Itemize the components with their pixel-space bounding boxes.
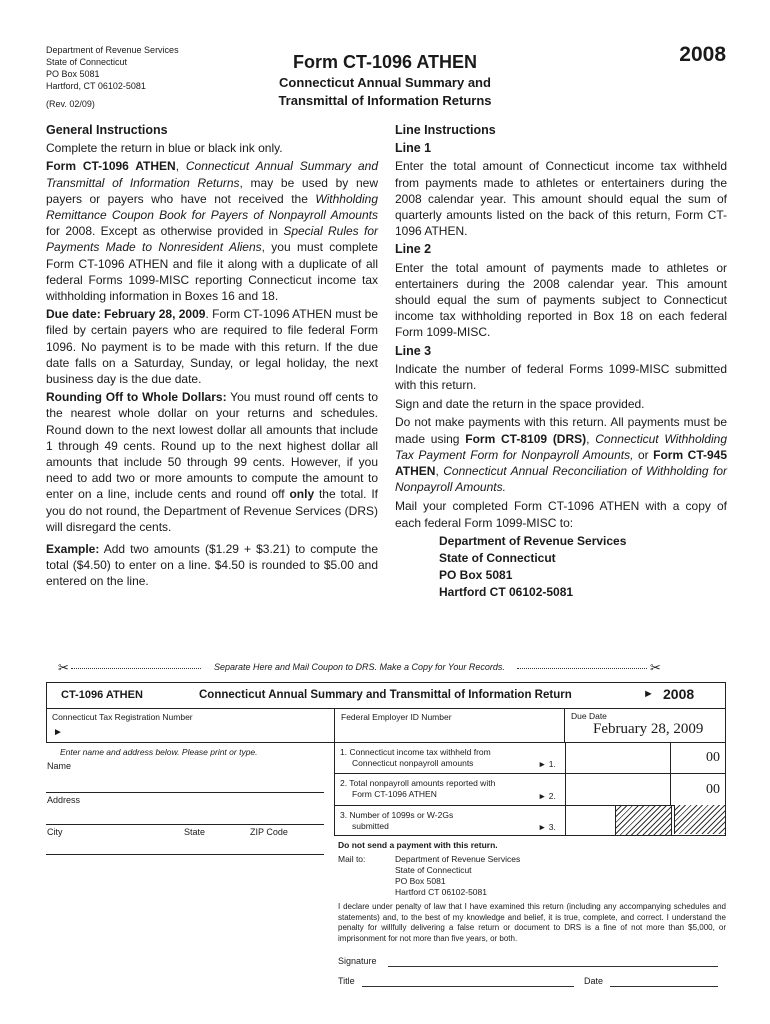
form-title-text: Form CT-1096 ATHEN xyxy=(292,52,478,72)
mail-line: PO Box 5081 xyxy=(439,567,513,582)
special-rules-name: Special Rules for Payments Made to Nonresident Aliens xyxy=(46,224,378,255)
line-1-heading: Line 1 xyxy=(395,141,432,156)
sign-instruction: Sign and date the return in the space provided. xyxy=(395,397,645,412)
tax-registration-label: Connecticut Tax Registration Number xyxy=(52,712,193,722)
address-label: Address xyxy=(47,795,81,805)
text: , may be used by new payers or payers who have not received the xyxy=(46,175,378,206)
line-1-label-b: Connecticut nonpayroll amounts xyxy=(352,758,474,768)
line-1-dollars-input[interactable] xyxy=(565,743,670,773)
line-3-heading: Line 3 xyxy=(395,343,432,358)
payment-paragraph xyxy=(395,414,727,495)
date-label: Date xyxy=(584,976,604,986)
scissors-icon: ✂ xyxy=(58,660,69,675)
tax-year: 2008 xyxy=(679,43,726,66)
date-line[interactable] xyxy=(610,986,718,987)
title-line[interactable] xyxy=(362,986,574,987)
emphasis: only xyxy=(289,487,315,502)
mailing-address xyxy=(439,533,727,601)
coupon-mail-line: Department of Revenue Services xyxy=(395,854,521,864)
form-ct8109: Form CT-8109 (DRS) xyxy=(465,431,587,446)
example-label: Example: xyxy=(46,542,100,557)
due-date-label: Due date: February 28, 2009 xyxy=(46,307,206,322)
text: the total. If you do not round, the Department of Revenue Services (DRS) will disregard the cents. xyxy=(46,487,378,534)
form-subtitle xyxy=(0,74,770,110)
line-1-row xyxy=(334,743,726,774)
line-1-marker: ► 1. xyxy=(538,759,556,769)
name-field[interactable] xyxy=(46,759,324,793)
arrow-icon: ► xyxy=(53,727,63,738)
coupon-book-name: Withholding Remittance Coupon Book for Payers of Nonpayroll Amounts xyxy=(46,191,378,223)
text: . Form CT-1096 ATHEN must be filed by certain payers who are required to file federal Form 1096. No payment is to be made with this return. If the due date falls on a Saturday, Sunday, or legal holiday, the next business day is the due date. xyxy=(46,307,378,387)
title-label: Title xyxy=(338,976,355,986)
line-2-text: Enter the total amount of payments made to athletes or entertainers during the 2008 calendar year. This amount should equal the sum of payments subject to Connecticut income tax withholding reported in Box 18 on each federal Form 1099-MISC. xyxy=(395,260,727,340)
line-2-cents-value: 00 xyxy=(706,782,720,797)
due-date-paragraph xyxy=(46,306,378,387)
coupon-title: Connecticut Annual Summary and Transmittal of Information Return xyxy=(199,689,572,701)
coupon-mail-line: State of Connecticut xyxy=(395,865,472,875)
text: You must round off cents to the nearest whole dollar on your returns and schedules. Round down to the next lowest dollar all amounts that include 1 through 49 cents. Round up to the next highest dollar all amounts that include 50 through 99 cents. However, if you need to add two or more amounts to compute the amount to enter on a line, include cents and round off xyxy=(46,390,379,502)
form-name: Form CT-1096 ATHEN xyxy=(46,159,176,174)
due-date-label: Due Date xyxy=(571,711,607,721)
ink-instruction: Complete the return in blue or black ink only. xyxy=(46,141,283,156)
line-2-cents xyxy=(670,774,726,805)
form-long-name: Connecticut Annual Summary and Transmittal of Information Returns xyxy=(46,159,378,190)
text: Do not make payments with this return. All payments must be made using xyxy=(395,415,727,446)
line-3-row xyxy=(334,806,726,836)
line-2-marker: ► 2. xyxy=(538,791,556,801)
line-2-row xyxy=(334,774,726,806)
rounding-paragraph xyxy=(46,389,378,535)
coupon-year: 2008 xyxy=(663,686,695,702)
mail-line: Department of Revenue Services xyxy=(439,533,627,548)
form-purpose-paragraph xyxy=(46,158,378,304)
line-3-text: Indicate the number of federal Forms 1099-MISC submitted with this return. xyxy=(395,361,727,393)
fein-field[interactable] xyxy=(334,709,564,743)
form-subtitle-line-2: Transmittal of Information Returns xyxy=(278,93,492,108)
line-2-heading: Line 2 xyxy=(395,242,432,257)
line-1-text: Enter the total amount of Connecticut income tax withheld from payments made to athletes or entertainers during the 2008 calendar year. This amount should equal the sum of quarterly amounts listed on the back of this return, Form CT-1096 ATHEN. xyxy=(395,159,727,239)
general-instructions xyxy=(46,122,378,592)
line-2-label-a: 2. Total nonpayroll amounts reported with xyxy=(340,778,496,788)
text: for 2008. Except as otherwise provided in xyxy=(46,224,284,239)
dept-line: Hartford, CT 06102-5081 xyxy=(46,81,146,91)
line-3-marker: ► 3. xyxy=(538,822,556,832)
city-label: City xyxy=(47,827,63,837)
line-3-label-a: 3. Number of 1099s or W-2Gs xyxy=(340,810,454,820)
rounding-label: Rounding Off to Whole Dollars: xyxy=(46,390,227,405)
revision-date: (Rev. 02/09) xyxy=(46,99,95,109)
line-3-label-b: submitted xyxy=(352,821,389,831)
dotted-line xyxy=(517,668,647,669)
mail-instruction: Mail your completed Form CT-1096 ATHEN with a copy of each federal Form 1099-MISC to: xyxy=(395,499,727,530)
zip-label: ZIP Code xyxy=(250,827,288,837)
dept-line: PO Box 5081 xyxy=(46,69,100,79)
example-paragraph xyxy=(46,541,378,590)
line-1-label-a: 1. Connecticut income tax withheld from xyxy=(340,747,491,757)
mail-to-label: Mail to: xyxy=(338,854,366,864)
text: , xyxy=(586,431,596,446)
divider xyxy=(671,806,672,835)
line-instructions-heading: Line Instructions xyxy=(395,123,496,137)
line-3-shaded-cents-box xyxy=(674,805,725,834)
coupon-mail-line: PO Box 5081 xyxy=(395,876,446,886)
dept-line: Department of Revenue Services xyxy=(46,45,179,55)
mail-line: Hartford CT 06102-5081 xyxy=(439,584,574,599)
general-instructions-heading: General Instructions xyxy=(46,123,168,137)
cut-line xyxy=(58,660,720,676)
line-1-cents-value: 00 xyxy=(706,750,720,765)
form-ct8109-name: Connecticut Withholding Tax Payment Form for Nonpayroll Amounts, xyxy=(395,431,727,462)
enter-name-instruction: Enter name and address below. Please print or type. xyxy=(60,747,258,757)
form-subtitle-line-1: Connecticut Annual Summary and xyxy=(279,75,491,90)
form-ct945: Form CT-945 ATHEN xyxy=(395,447,728,479)
line-instructions xyxy=(395,122,727,601)
coupon-mail-address xyxy=(395,854,520,898)
address-field[interactable] xyxy=(46,793,324,825)
dotted-line xyxy=(71,668,201,669)
line-2-label-b: Form CT-1096 ATHEN xyxy=(352,789,437,799)
text: Add two amounts ($1.29 + $3.21) to compute the total ($4.50) to enter on a line. $4.50 is rounded to $5.00 and entered on the line. xyxy=(46,542,378,589)
coupon-form-id: CT-1096 ATHEN xyxy=(61,689,143,701)
line-2-dollars-input[interactable] xyxy=(565,774,670,805)
form-title xyxy=(0,52,770,73)
coupon-mail-line: Hartford CT 06102-5081 xyxy=(395,887,487,897)
declaration-text: I declare under penalty of law that I have examined this return (including any accompanying schedules and statements) and, to the best of my knowledge and belief, it is true, complete, and correct. I understand the penalty for willfully delivering a false return or document to DRS is a fine of not more than $5,000, or imprisonment for not more than five years, or both. xyxy=(338,902,726,943)
form-ct945-name: Connecticut Annual Reconciliation of Withholding for Nonpayroll Amounts. xyxy=(395,464,728,495)
line-1-cents xyxy=(670,743,726,773)
due-date-value: February 28, 2009 xyxy=(593,721,704,737)
line-1-label xyxy=(340,747,491,769)
fein-label: Federal Employer ID Number xyxy=(341,712,452,722)
scissors-icon: ✂ xyxy=(649,660,661,675)
due-date-field xyxy=(564,709,726,743)
text: or xyxy=(633,447,654,462)
name-label: Name xyxy=(47,761,72,771)
state-label: State xyxy=(184,827,206,837)
line-3-shaded-box xyxy=(615,806,671,835)
separator-text: Separate Here and Mail Coupon to DRS. Make a Copy for Your Records. xyxy=(213,662,505,673)
text: , xyxy=(435,464,444,479)
tax-registration-field[interactable] xyxy=(46,709,334,743)
city-state-zip-field[interactable] xyxy=(46,825,324,855)
line-2-label xyxy=(340,778,495,800)
signature-line[interactable] xyxy=(388,966,718,967)
signature-label: Signature xyxy=(338,956,377,966)
text: , you must complete Form CT-1096 ATHEN and file it along with a duplicate of all federal Forms 1099-MISC reporting Connecticut income tax withholding information in Boxes 16 and 18. xyxy=(46,240,378,304)
dept-line: State of Connecticut xyxy=(46,57,128,67)
mail-line: State of Connecticut xyxy=(439,550,556,565)
line-3-count-input[interactable] xyxy=(565,806,615,835)
text: , xyxy=(175,159,186,174)
no-payment-notice: Do not send a payment with this return. xyxy=(338,840,498,850)
arrow-icon: ► xyxy=(643,688,654,700)
coupon-header xyxy=(46,682,726,708)
coupon-body xyxy=(46,708,726,840)
line-3-label xyxy=(340,810,453,832)
